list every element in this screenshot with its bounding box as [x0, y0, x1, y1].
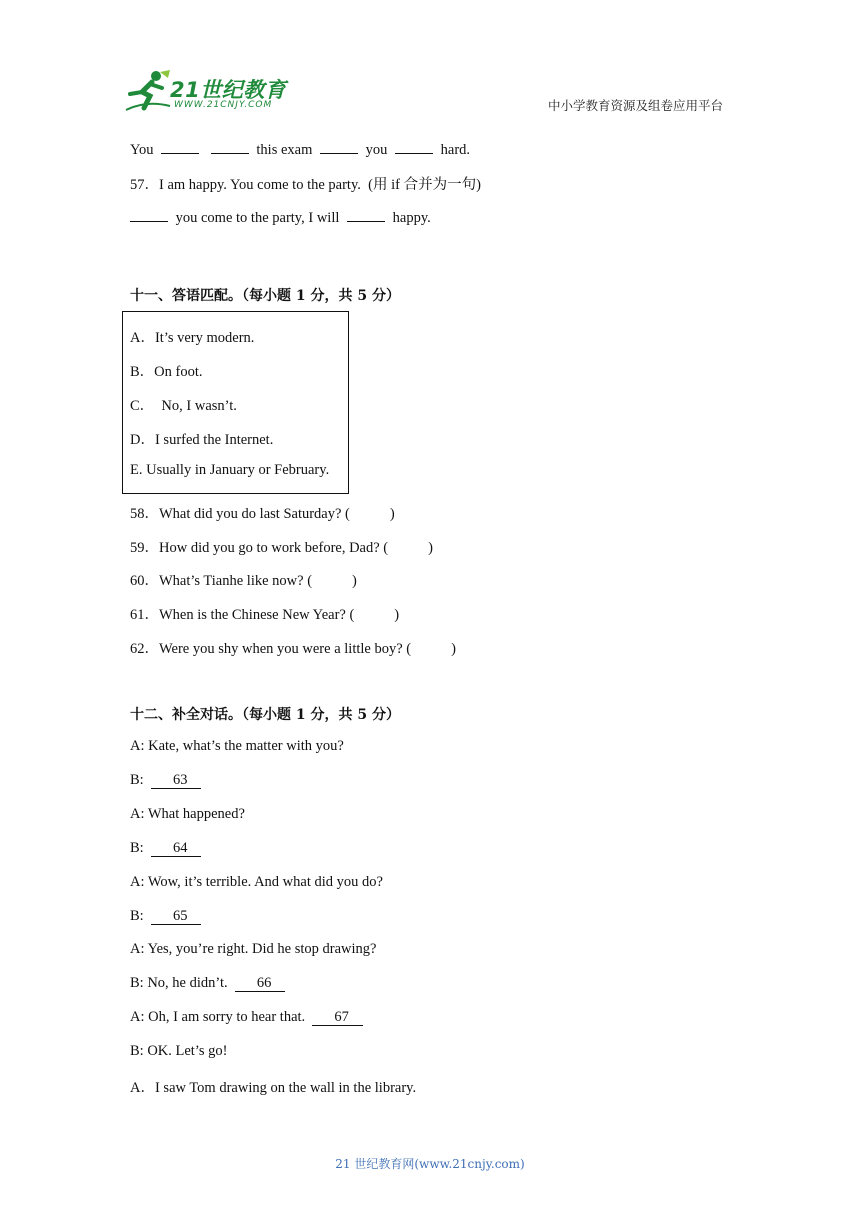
question-number: 59．	[130, 540, 159, 556]
section-12-title: 十二、补全对话。（每小题 1 分，共 5 分）	[130, 707, 400, 723]
dialogue-text: A: Wow, it’s terrible. And what did you do?	[130, 874, 383, 890]
answer-blank	[130, 207, 168, 222]
dialogue-line	[130, 874, 383, 891]
answer-blank	[347, 207, 385, 222]
option-item: C． No, I wasn’t.	[130, 398, 237, 414]
header-platform-text: 中小学教育资源及组卷应用平台	[548, 98, 724, 113]
answer-line-text: you come to the party, I will	[175, 210, 340, 226]
question-text: When is the Chinese New Year? (	[159, 607, 355, 623]
question-text: Were you shy when you were a little boy? (	[159, 641, 412, 657]
runner-logo-icon	[122, 70, 172, 112]
question-text: What’s Tianhe like now? (	[159, 573, 313, 589]
close-paren: )	[352, 573, 357, 589]
question-62	[130, 637, 456, 658]
dialogue-text: B:	[130, 840, 144, 856]
dialogue-text: A: Kate, what’s the matter with you?	[130, 738, 344, 754]
dialogue-line	[130, 908, 201, 925]
footer-link[interactable]: 21 世纪教育网(www.21cnjy.com)	[335, 1157, 525, 1171]
dialogue-text: B: OK. Let’s go!	[130, 1043, 228, 1059]
dialogue-text: B:	[130, 908, 144, 924]
dialogue-line	[130, 738, 344, 755]
dialogue-text: B: No, he didn’t.	[130, 975, 228, 991]
dialogue-line	[130, 1009, 363, 1026]
logo-text: 21世纪教育	[170, 78, 287, 102]
question-57-answer-line	[130, 207, 431, 227]
q56-line	[130, 139, 470, 159]
question-number: 57．	[130, 177, 159, 193]
close-paren: )	[394, 607, 400, 623]
question-number: 61．	[130, 607, 159, 623]
question-number: 62．	[130, 641, 159, 657]
dialogue-text: A: Oh, I am sorry to hear that.	[130, 1009, 306, 1025]
question-number: 58．	[130, 506, 159, 522]
close-paren: )	[451, 641, 456, 657]
q56-word: hard.	[440, 142, 471, 158]
question-57	[130, 173, 481, 194]
answer-blank	[211, 139, 249, 154]
option-item: A．It’s very modern.	[130, 330, 255, 346]
option-item: E. Usually in January or February.	[130, 462, 330, 478]
dialogue-text: A: What happened?	[130, 806, 245, 822]
q56-word: You	[130, 142, 154, 158]
numbered-blank: 63	[151, 773, 202, 789]
dialogue-line	[130, 772, 201, 789]
option-item: A．I saw Tom drawing on the wall in the library.	[130, 1080, 417, 1096]
dialogue-text: B:	[130, 772, 144, 788]
dialogue-line	[130, 975, 285, 992]
section-11-title: 十一、答语匹配。（每小题 1 分，共 5 分）	[130, 288, 400, 304]
question-60	[130, 569, 357, 590]
question-61	[130, 603, 399, 624]
question-text: What did you do last Saturday? (	[159, 506, 350, 522]
dialogue-line	[130, 941, 376, 958]
dialogue-line	[130, 806, 245, 823]
dialogue-text: A: Yes, you’re right. Did he stop drawing?	[130, 941, 377, 957]
close-paren: )	[428, 540, 433, 556]
numbered-blank: 66	[235, 976, 286, 992]
question-58	[130, 502, 395, 523]
q56-word: you	[365, 142, 388, 158]
site-logo	[122, 70, 292, 112]
logo-url: WWW.21CNJY.COM	[174, 100, 273, 110]
q56-word: this exam	[256, 142, 313, 158]
question-text: How did you go to work before, Dad? (	[159, 540, 389, 556]
question-hint: (用 if 合并为一句)	[368, 177, 481, 193]
answer-blank	[320, 139, 358, 154]
numbered-blank: 64	[151, 841, 202, 857]
numbered-blank: 65	[151, 909, 202, 925]
question-text: I am happy. You come to the party.	[159, 177, 361, 193]
answer-blank	[395, 139, 433, 154]
numbered-blank: 67	[312, 1010, 363, 1026]
option-item: D．I surfed the Internet.	[130, 432, 274, 448]
question-59	[130, 536, 433, 557]
option-item: B．On foot.	[130, 364, 203, 380]
dialogue-line	[130, 1043, 227, 1060]
question-number: 60．	[130, 573, 159, 589]
close-paren: )	[389, 506, 395, 522]
dialogue-line	[130, 840, 201, 857]
answer-line-text: happy.	[392, 210, 431, 226]
answer-blank	[161, 139, 199, 154]
